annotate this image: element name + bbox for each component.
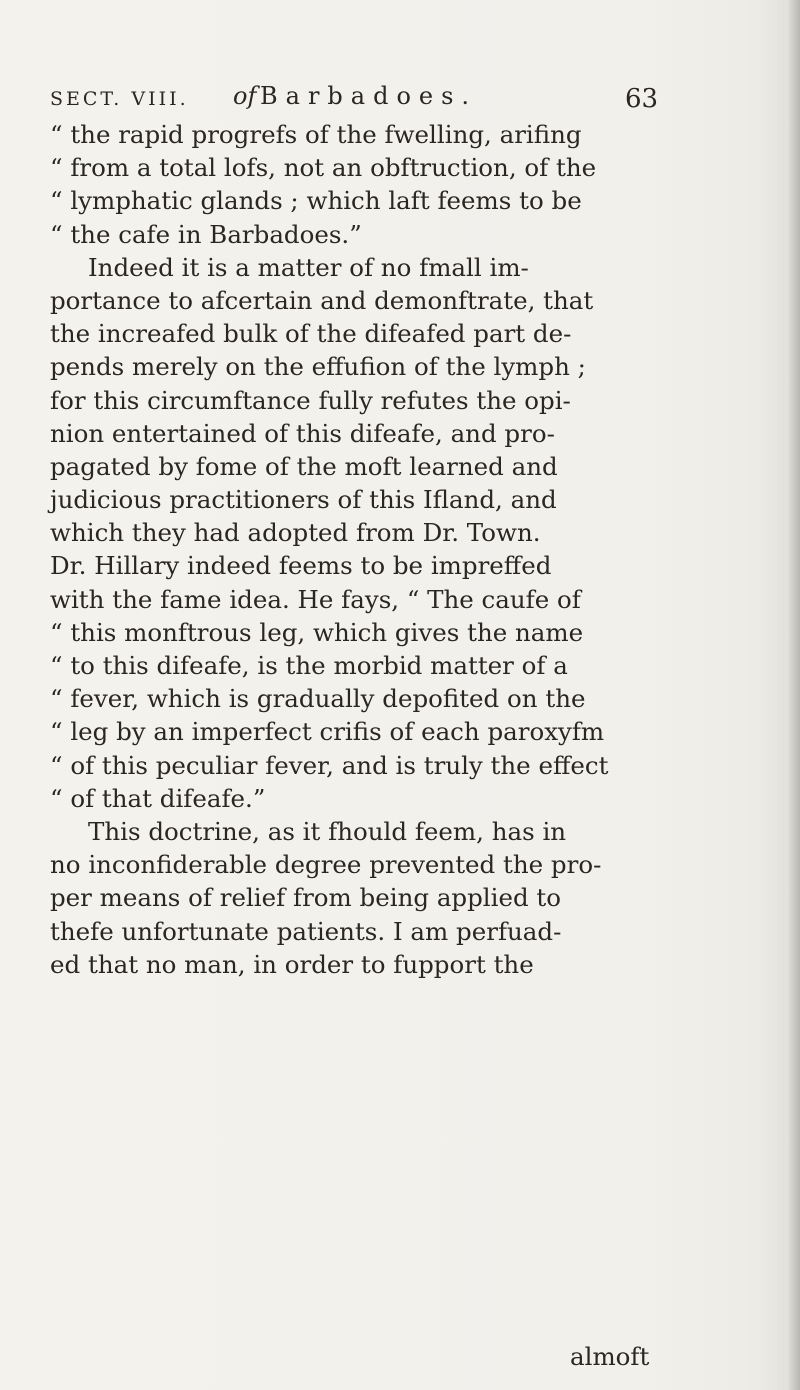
text-line: judicious practitioners of this Ifland, and [50,485,557,515]
section-label: SECT. VIII. [50,88,189,110]
text-line: for this circumftance fully refutes the opi- [50,385,571,415]
running-header [50,80,670,118]
body-text [50,118,670,981]
page-number: 63 [625,84,659,114]
text-line: “ leg by an imperfect crifis of each paroxyfm [50,717,605,747]
text-line: This doctrine, as it fhould feem, has in [88,816,567,846]
text-line: pagated by fome of the moft learned and [50,451,558,481]
text-line: no inconfiderable degree prevented the pro- [50,850,602,880]
text-line: “ lymphatic glands ; which laft feems to be [50,186,582,216]
text-line: “ fever, which is gradually depofited on the [50,684,586,714]
text-line: “ this monftrous leg, which gives the name [50,617,584,647]
text-line: “ to this difeafe, is the morbid matter of a [50,651,568,680]
text-line: “ from a total lofs, not an obftruction, of the [50,153,597,183]
text-line: portance to afcertain and demonftrate, that [50,285,594,315]
text-line: “ of this peculiar fever, and is truly the effect [50,750,609,780]
text-line: Indeed it is a matter of no fmall im- [88,252,529,282]
text-line: ed that no man, in order to fupport the [50,949,534,979]
catchword: almoft [570,1342,650,1371]
header-of: of [233,82,257,110]
text-line: nion entertained of this difeafe, and pro- [50,418,555,448]
text-line: thefe unfortunate patients. I am perfuad- [50,916,562,946]
page-edge [786,0,800,1390]
text-line: Dr. Hillary indeed feems to be impreffed [50,551,552,581]
text-line: which they had adopted from Dr. Town. [50,518,541,548]
text-line: with the fame idea. He fays, “ The caufe of [50,584,581,614]
header-place: Barbadoes. [260,82,478,110]
text-line: pends merely on the effufion of the lymph ; [50,352,586,382]
text-line: “ the cafe in Barbadoes.” [50,219,362,249]
text-line: the increafed bulk of the difeafed part de- [50,319,572,349]
text-line: “ of that difeafe.” [50,783,266,813]
text-line: “ the rapid progrefs of the fwelling, arifing [50,120,582,149]
text-line: per means of relief from being applied to [50,883,562,913]
